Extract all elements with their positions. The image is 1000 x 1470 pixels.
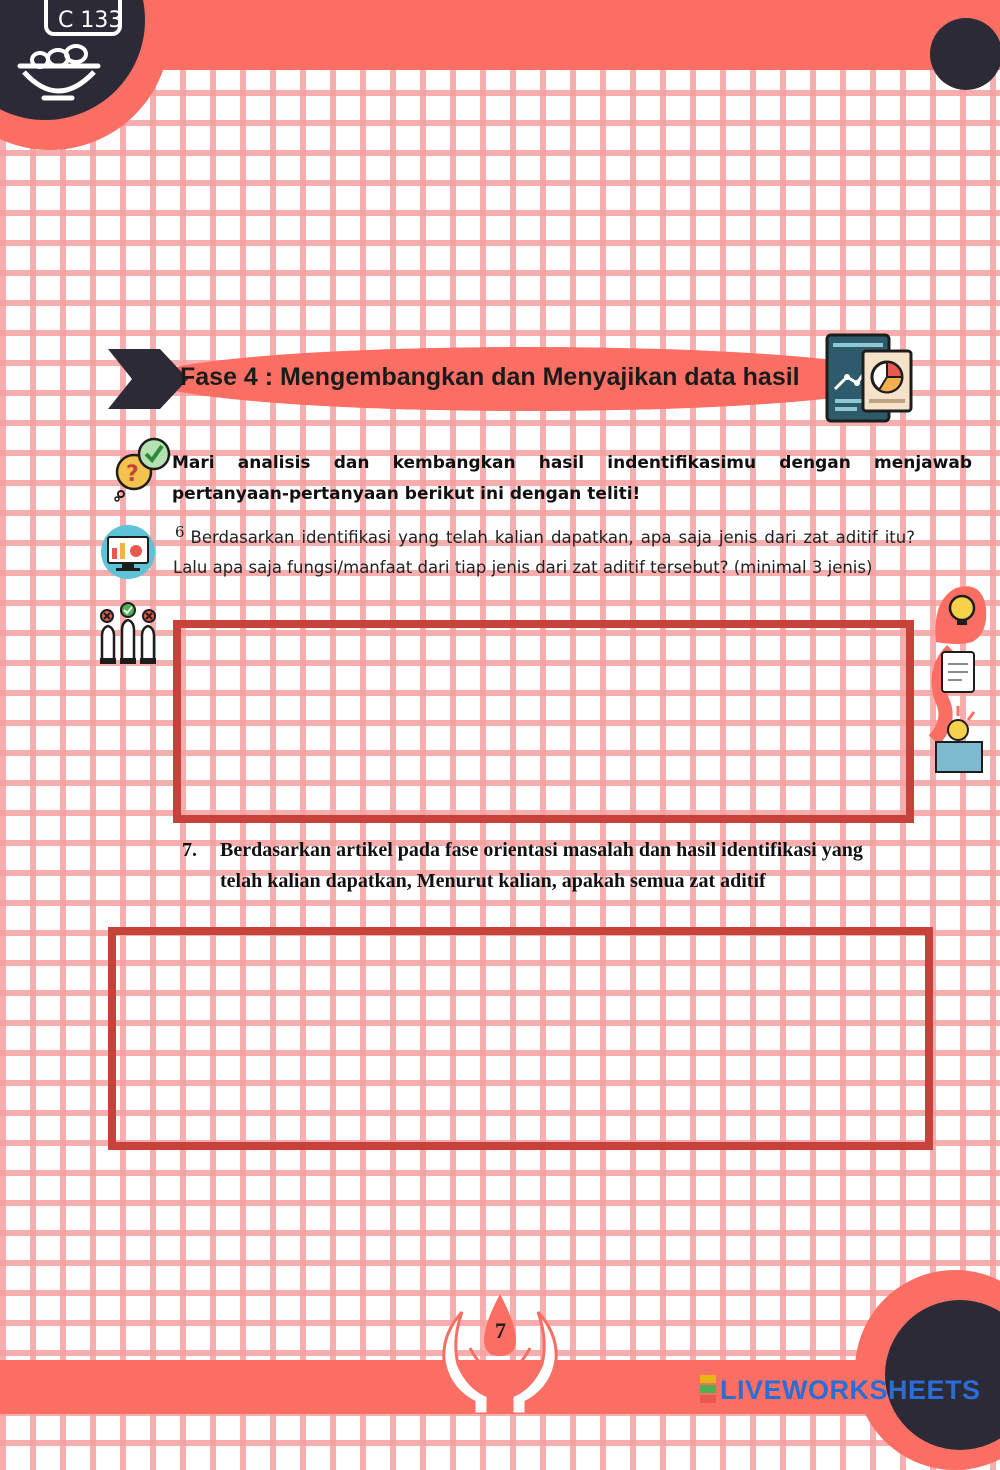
section-banner — [108, 345, 908, 413]
answer-box-question-6[interactable] — [173, 620, 914, 823]
logo-label: C 133 — [58, 8, 123, 33]
question-6-text: Berdasarkan identifikasi yang telah kalian dapatkan, apa saja jenis dari zat aditif itu? Lalu apa saja fungsi/manfaat dari tiap jenis dari zat aditif tersebut? (minimal 3 jenis) — [173, 528, 915, 577]
banner-arrow-icon — [108, 349, 188, 409]
question-7 — [182, 835, 882, 897]
hands-drop-icon — [440, 1290, 560, 1418]
corner-dot-top-right — [930, 18, 1000, 90]
question-7-text: Berdasarkan artikel pada fase orientasi masalah dan hasil identifikasi yang telah kalian dapatkan, Menurut kalian, apakah semua zat aditif — [220, 839, 863, 892]
question-7-number: 7. — [182, 839, 197, 861]
voting-hands-icon — [96, 600, 160, 670]
computer-analytics-icon — [100, 524, 156, 584]
brand-text: LIVEWORKSHEETS — [720, 1375, 981, 1405]
answer-box-question-7[interactable] — [108, 927, 933, 1150]
page-number: 7 — [495, 1318, 506, 1343]
report-chart-icon — [825, 333, 915, 429]
intro-instruction: Mari analisis dan kembangkan hasil indentifikasimu dengan menjawab pertanyaan-pertanyaan berikut ini dengan teliti! — [172, 453, 972, 504]
section-title: Fase 4 : Mengembangkan dan Menyajikan data hasil — [180, 363, 800, 391]
svg-text:?: ? — [126, 462, 139, 487]
food-bowl-logo-icon — [10, 0, 130, 110]
question-6-number: 6 — [175, 523, 185, 541]
question-6 — [173, 517, 915, 583]
liveworksheets-logo-icon — [700, 1375, 716, 1403]
question-check-bubbles-icon — [112, 436, 176, 506]
liveworksheets-brand[interactable] — [700, 1375, 981, 1406]
idea-person-icon — [928, 580, 988, 784]
